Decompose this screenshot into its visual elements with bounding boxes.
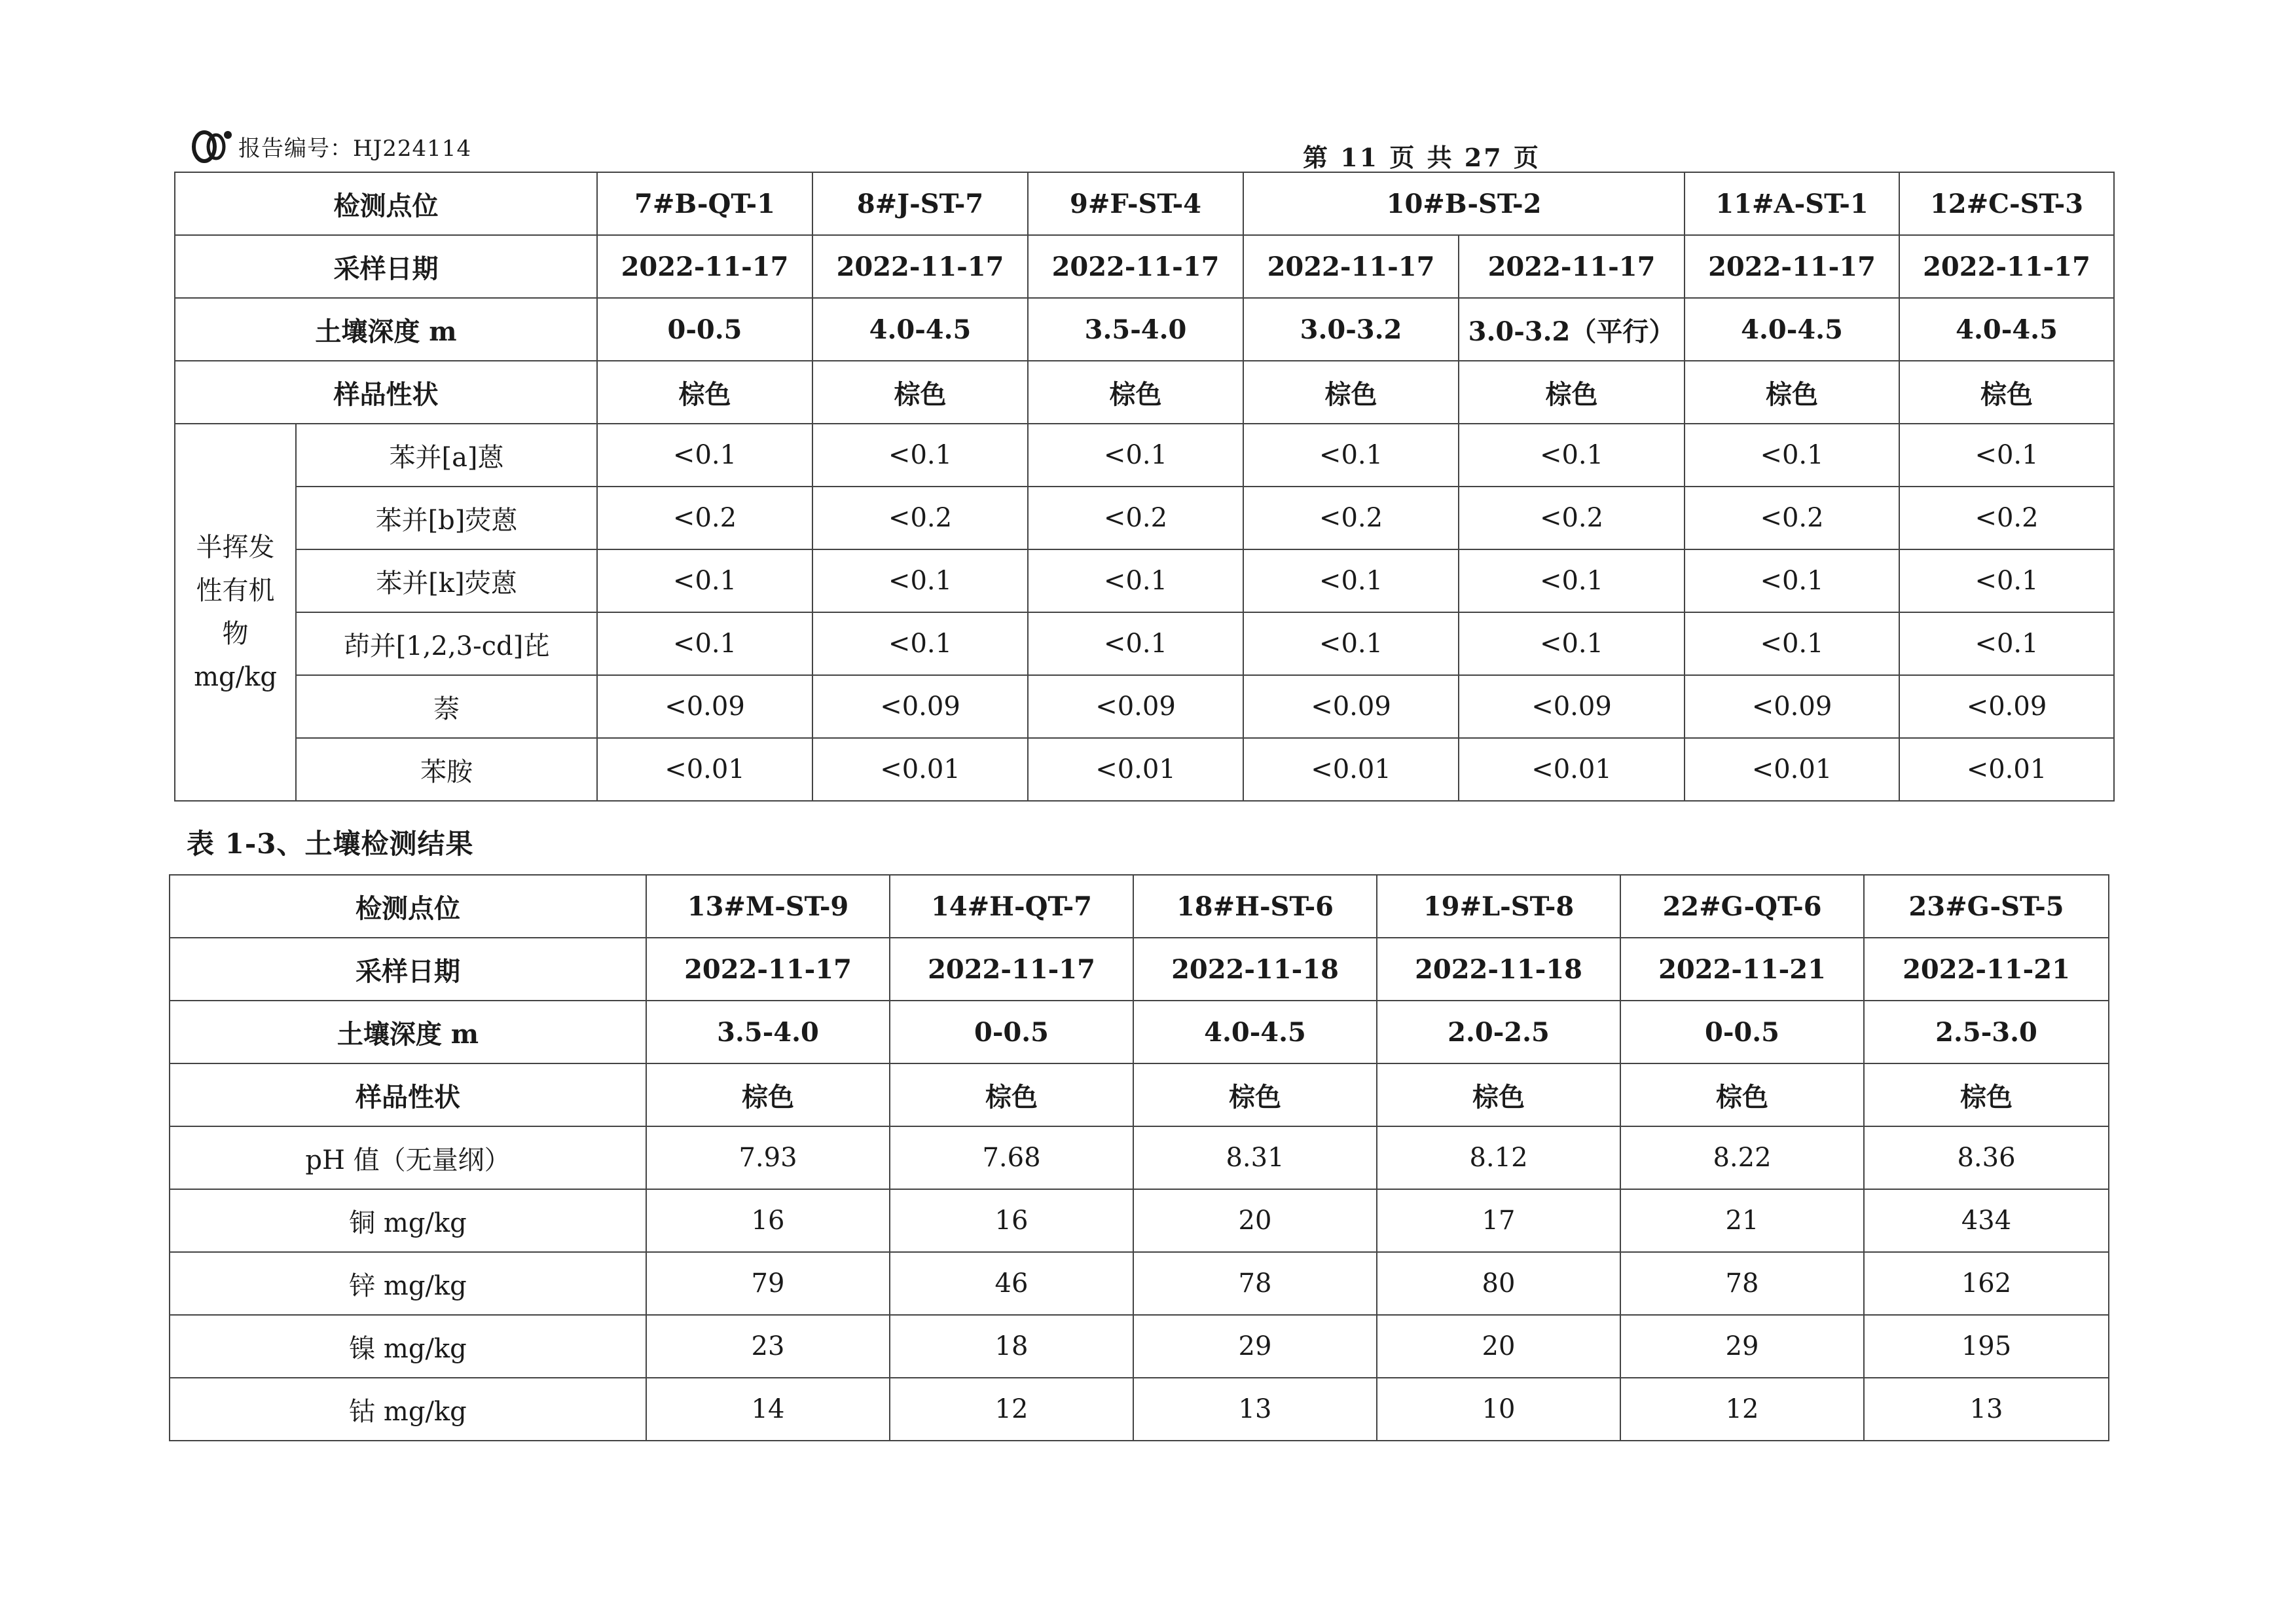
value-cell: 10 bbox=[1377, 1378, 1620, 1441]
table-row-appearance bbox=[170, 1063, 2109, 1126]
value-cell: <0.09 bbox=[812, 675, 1028, 738]
table-row bbox=[175, 424, 2114, 487]
group-label-line: mg/kg bbox=[194, 662, 277, 692]
value-cell: <0.09 bbox=[1685, 675, 1899, 738]
date-cell: 2022-11-17 bbox=[1243, 235, 1459, 298]
value-cell: <0.2 bbox=[1899, 487, 2114, 549]
date-cell: 2022-11-21 bbox=[1620, 938, 1864, 1001]
group-label-line: 物 bbox=[222, 619, 249, 649]
value-cell: <0.2 bbox=[812, 487, 1028, 549]
depth-cell: 3.0-3.2 bbox=[1243, 298, 1459, 361]
date-cell: 2022-11-17 bbox=[1899, 235, 2114, 298]
date-cell: 2022-11-17 bbox=[1459, 235, 1685, 298]
table-row bbox=[175, 487, 2114, 549]
depth-cell: 4.0-4.5 bbox=[812, 298, 1028, 361]
value-cell: <0.2 bbox=[1459, 487, 1685, 549]
value-cell: <0.1 bbox=[1899, 549, 2114, 612]
row-label-appearance: 样品性状 bbox=[175, 361, 597, 424]
date-cell: 2022-11-17 bbox=[812, 235, 1028, 298]
appearance-cell: 棕色 bbox=[1620, 1063, 1864, 1126]
table-row-depth bbox=[175, 298, 2114, 361]
table-row bbox=[175, 675, 2114, 738]
point-cell: 11#A-ST-1 bbox=[1685, 172, 1899, 235]
table-row-depth bbox=[170, 1001, 2109, 1063]
value-cell: <0.01 bbox=[597, 738, 812, 801]
table-row bbox=[175, 549, 2114, 612]
table-row bbox=[170, 1378, 2109, 1441]
value-cell: 21 bbox=[1620, 1189, 1864, 1252]
value-cell: <0.1 bbox=[1028, 612, 1243, 675]
point-cell: 7#B-QT-1 bbox=[597, 172, 812, 235]
value-cell: <0.1 bbox=[1243, 612, 1459, 675]
value-cell: <0.2 bbox=[597, 487, 812, 549]
value-cell: 13 bbox=[1133, 1378, 1377, 1441]
appearance-cell: 棕色 bbox=[1864, 1063, 2109, 1126]
value-cell: 80 bbox=[1377, 1252, 1620, 1315]
group-label-line: 性有机 bbox=[196, 576, 275, 606]
group-label-line: 半挥发 bbox=[196, 532, 275, 563]
value-cell: 195 bbox=[1864, 1315, 2109, 1378]
table-row bbox=[170, 1126, 2109, 1189]
table-row bbox=[170, 1252, 2109, 1315]
page-info: 第 11 页 共 27 页 bbox=[1303, 143, 1540, 172]
value-cell: <0.1 bbox=[812, 549, 1028, 612]
table-row-date bbox=[175, 235, 2114, 298]
depth-cell: 3.5-4.0 bbox=[646, 1001, 890, 1063]
depth-cell: 2.0-2.5 bbox=[1377, 1001, 1620, 1063]
table-row-point bbox=[170, 875, 2109, 938]
value-cell: <0.1 bbox=[1243, 549, 1459, 612]
date-cell: 2022-11-17 bbox=[890, 938, 1133, 1001]
date-cell: 2022-11-18 bbox=[1377, 938, 1620, 1001]
value-cell: <0.1 bbox=[597, 424, 812, 487]
param-name: 铜 mg/kg bbox=[170, 1189, 646, 1252]
value-cell: <0.01 bbox=[1459, 738, 1685, 801]
value-cell: <0.01 bbox=[1243, 738, 1459, 801]
depth-cell: 0-0.5 bbox=[1620, 1001, 1864, 1063]
depth-cell: 0-0.5 bbox=[890, 1001, 1133, 1063]
point-cell: 18#H-ST-6 bbox=[1133, 875, 1377, 938]
depth-cell: 3.0-3.2（平行） bbox=[1459, 298, 1685, 361]
value-cell: 23 bbox=[646, 1315, 890, 1378]
value-cell: <0.01 bbox=[812, 738, 1028, 801]
group-label-svoc bbox=[175, 424, 296, 801]
table-caption: 表 1-3、土壤检测结果 bbox=[187, 828, 474, 860]
value-cell: <0.1 bbox=[1459, 612, 1685, 675]
value-cell: <0.1 bbox=[1459, 549, 1685, 612]
value-cell: 18 bbox=[890, 1315, 1133, 1378]
table-row bbox=[175, 738, 2114, 801]
value-cell: <0.09 bbox=[1028, 675, 1243, 738]
company-logo-icon bbox=[190, 127, 233, 165]
table-row-date bbox=[170, 938, 2109, 1001]
value-cell: 78 bbox=[1133, 1252, 1377, 1315]
row-label-point: 检测点位 bbox=[175, 172, 597, 235]
appearance-cell: 棕色 bbox=[812, 361, 1028, 424]
param-name: 镍 mg/kg bbox=[170, 1315, 646, 1378]
appearance-cell: 棕色 bbox=[1243, 361, 1459, 424]
row-label-depth: 土壤深度 m bbox=[175, 298, 597, 361]
depth-cell: 4.0-4.5 bbox=[1899, 298, 2114, 361]
value-cell: 20 bbox=[1377, 1315, 1620, 1378]
report-number: 报告编号：HJ224114 bbox=[238, 135, 472, 162]
appearance-cell: 棕色 bbox=[890, 1063, 1133, 1126]
value-cell: <0.1 bbox=[812, 424, 1028, 487]
value-cell: 14 bbox=[646, 1378, 890, 1441]
value-cell: <0.1 bbox=[1899, 424, 2114, 487]
value-cell: <0.1 bbox=[1685, 424, 1899, 487]
table-row bbox=[170, 1189, 2109, 1252]
depth-cell: 2.5-3.0 bbox=[1864, 1001, 2109, 1063]
date-cell: 2022-11-17 bbox=[1028, 235, 1243, 298]
value-cell: 13 bbox=[1864, 1378, 2109, 1441]
value-cell: <0.01 bbox=[1899, 738, 2114, 801]
point-cell: 12#C-ST-3 bbox=[1899, 172, 2114, 235]
value-cell: 12 bbox=[890, 1378, 1133, 1441]
param-name: 苯并[a]蒽 bbox=[296, 424, 597, 487]
value-cell: <0.1 bbox=[1685, 612, 1899, 675]
point-cell: 23#G-ST-5 bbox=[1864, 875, 2109, 938]
value-cell: <0.1 bbox=[597, 612, 812, 675]
value-cell: <0.2 bbox=[1243, 487, 1459, 549]
value-cell: <0.1 bbox=[1028, 549, 1243, 612]
value-cell: 8.12 bbox=[1377, 1126, 1620, 1189]
table-row bbox=[170, 1315, 2109, 1378]
depth-cell: 4.0-4.5 bbox=[1685, 298, 1899, 361]
value-cell: <0.1 bbox=[1028, 424, 1243, 487]
value-cell: 17 bbox=[1377, 1189, 1620, 1252]
param-name: 苯胺 bbox=[296, 738, 597, 801]
appearance-cell: 棕色 bbox=[1133, 1063, 1377, 1126]
value-cell: 20 bbox=[1133, 1189, 1377, 1252]
value-cell: 162 bbox=[1864, 1252, 2109, 1315]
value-cell: <0.1 bbox=[1899, 612, 2114, 675]
value-cell: <0.09 bbox=[1899, 675, 2114, 738]
value-cell: 434 bbox=[1864, 1189, 2109, 1252]
param-name: 锌 mg/kg bbox=[170, 1252, 646, 1315]
value-cell: <0.01 bbox=[1685, 738, 1899, 801]
point-cell: 19#L-ST-8 bbox=[1377, 875, 1620, 938]
point-cell: 13#M-ST-9 bbox=[646, 875, 890, 938]
table-row-appearance bbox=[175, 361, 2114, 424]
appearance-cell: 棕色 bbox=[646, 1063, 890, 1126]
date-cell: 2022-11-17 bbox=[1685, 235, 1899, 298]
row-label-date: 采样日期 bbox=[175, 235, 597, 298]
report-header bbox=[190, 123, 471, 169]
point-cell: 14#H-QT-7 bbox=[890, 875, 1133, 938]
value-cell: <0.09 bbox=[1243, 675, 1459, 738]
appearance-cell: 棕色 bbox=[1459, 361, 1685, 424]
appearance-cell: 棕色 bbox=[1899, 361, 2114, 424]
appearance-cell: 棕色 bbox=[1028, 361, 1243, 424]
value-cell: 29 bbox=[1133, 1315, 1377, 1378]
row-label-appearance: 样品性状 bbox=[170, 1063, 646, 1126]
date-cell: 2022-11-18 bbox=[1133, 938, 1377, 1001]
row-label-date: 采样日期 bbox=[170, 938, 646, 1001]
date-cell: 2022-11-21 bbox=[1864, 938, 2109, 1001]
value-cell: 16 bbox=[646, 1189, 890, 1252]
appearance-cell: 棕色 bbox=[597, 361, 812, 424]
depth-cell: 4.0-4.5 bbox=[1133, 1001, 1377, 1063]
param-name: 萘 bbox=[296, 675, 597, 738]
row-label-depth: 土壤深度 m bbox=[170, 1001, 646, 1063]
soil-results-table bbox=[169, 874, 2109, 1441]
value-cell: <0.1 bbox=[1243, 424, 1459, 487]
value-cell: 29 bbox=[1620, 1315, 1864, 1378]
date-cell: 2022-11-17 bbox=[646, 938, 890, 1001]
table-row bbox=[175, 612, 2114, 675]
value-cell: 79 bbox=[646, 1252, 890, 1315]
depth-cell: 0-0.5 bbox=[597, 298, 812, 361]
appearance-cell: 棕色 bbox=[1377, 1063, 1620, 1126]
point-cell: 8#J-ST-7 bbox=[812, 172, 1028, 235]
value-cell: <0.2 bbox=[1685, 487, 1899, 549]
value-cell: <0.1 bbox=[597, 549, 812, 612]
table-row-point bbox=[175, 172, 2114, 235]
value-cell: <0.2 bbox=[1028, 487, 1243, 549]
date-cell: 2022-11-17 bbox=[597, 235, 812, 298]
value-cell: 78 bbox=[1620, 1252, 1864, 1315]
value-cell: <0.1 bbox=[812, 612, 1028, 675]
value-cell: <0.09 bbox=[597, 675, 812, 738]
point-cell: 22#G-QT-6 bbox=[1620, 875, 1864, 938]
value-cell: <0.01 bbox=[1028, 738, 1243, 801]
svoc-results-table bbox=[174, 172, 2115, 802]
value-cell: 7.93 bbox=[646, 1126, 890, 1189]
param-name: pH 值（无量纲） bbox=[170, 1126, 646, 1189]
row-label-point: 检测点位 bbox=[170, 875, 646, 938]
param-name: 钴 mg/kg bbox=[170, 1378, 646, 1441]
value-cell: 7.68 bbox=[890, 1126, 1133, 1189]
appearance-cell: 棕色 bbox=[1685, 361, 1899, 424]
value-cell: 8.36 bbox=[1864, 1126, 2109, 1189]
depth-cell: 3.5-4.0 bbox=[1028, 298, 1243, 361]
value-cell: <0.1 bbox=[1685, 549, 1899, 612]
value-cell: 8.31 bbox=[1133, 1126, 1377, 1189]
value-cell: 16 bbox=[890, 1189, 1133, 1252]
param-name: 苯并[k]荧蒽 bbox=[296, 549, 597, 612]
value-cell: 46 bbox=[890, 1252, 1133, 1315]
param-name: 苯并[b]荧蒽 bbox=[296, 487, 597, 549]
value-cell: <0.1 bbox=[1459, 424, 1685, 487]
value-cell: 8.22 bbox=[1620, 1126, 1864, 1189]
value-cell: 12 bbox=[1620, 1378, 1864, 1441]
value-cell: <0.09 bbox=[1459, 675, 1685, 738]
point-cell: 9#F-ST-4 bbox=[1028, 172, 1243, 235]
param-name: 茚并[1,2,3-cd]芘 bbox=[296, 612, 597, 675]
point-cell: 10#B-ST-2 bbox=[1243, 172, 1685, 235]
